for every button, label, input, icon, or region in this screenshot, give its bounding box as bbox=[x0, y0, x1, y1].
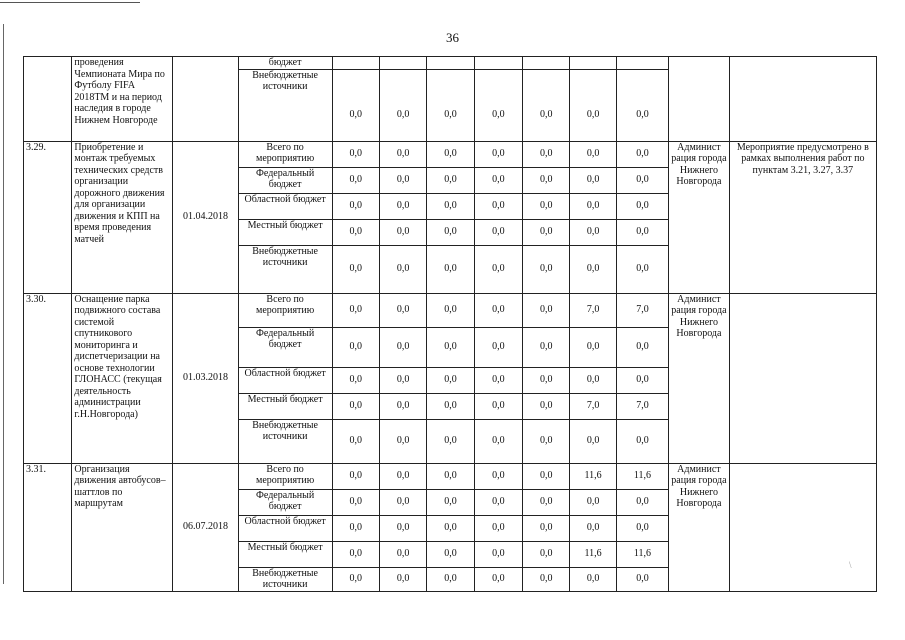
date-cell: 06.07.2018 bbox=[173, 463, 239, 591]
page-number: 36 bbox=[446, 30, 459, 45]
amount-cell: 0,0 bbox=[379, 193, 426, 219]
amount-cell: 0,0 bbox=[379, 69, 426, 141]
amount-cell: 0,0 bbox=[379, 419, 426, 463]
amount-cell: 0,0 bbox=[474, 293, 522, 327]
amount-cell: 0,0 bbox=[570, 245, 616, 293]
amount-cell: 0,0 bbox=[523, 141, 570, 167]
amount-cell: 11,6 bbox=[570, 541, 616, 567]
executor-cell bbox=[669, 57, 729, 142]
amount-cell: 0,0 bbox=[474, 567, 522, 591]
amount-cell: 0,0 bbox=[523, 167, 570, 193]
amount-cell: 0,0 bbox=[523, 219, 570, 245]
amount-cell: 0,0 bbox=[427, 193, 474, 219]
amount-cell: 11,6 bbox=[616, 463, 668, 489]
amount-cell: 11,6 bbox=[616, 541, 668, 567]
amount-cell: 0,0 bbox=[523, 293, 570, 327]
note-cell bbox=[729, 463, 876, 591]
amount-cell: 0,0 bbox=[616, 219, 668, 245]
amount-cell: 0,0 bbox=[523, 489, 570, 515]
funding-source-cell: Внебюджетные источники bbox=[238, 419, 332, 463]
note-cell bbox=[729, 57, 876, 142]
amount-cell: 0,0 bbox=[570, 141, 616, 167]
funding-source-cell: Областной бюджет bbox=[238, 515, 332, 541]
amount-cell: 0,0 bbox=[616, 69, 668, 141]
amount-cell bbox=[379, 57, 426, 70]
amount-cell: 0,0 bbox=[379, 541, 426, 567]
amount-cell: 0,0 bbox=[427, 541, 474, 567]
amount-cell: 0,0 bbox=[332, 489, 379, 515]
amount-cell: 0,0 bbox=[379, 567, 426, 591]
amount-cell: 0,0 bbox=[332, 69, 379, 141]
amount-cell: 0,0 bbox=[570, 367, 616, 393]
amount-cell: 0,0 bbox=[616, 167, 668, 193]
note-cell bbox=[729, 293, 876, 463]
top-rule bbox=[0, 2, 140, 3]
amount-cell: 0,0 bbox=[379, 515, 426, 541]
amount-cell: 0,0 bbox=[427, 293, 474, 327]
amount-cell: 0,0 bbox=[332, 141, 379, 167]
amount-cell: 0,0 bbox=[427, 463, 474, 489]
funding-source-cell: Федеральный бюджет bbox=[238, 489, 332, 515]
funding-source-cell: Всего по мероприятию bbox=[238, 463, 332, 489]
row-number-cell: 3.30. bbox=[24, 293, 72, 463]
amount-cell: 0,0 bbox=[523, 419, 570, 463]
item-name-cell: проведения Чемпионата Мира по Футболу FIFA 2018ТМ и на период наследия в городе Нижнем Новгороде bbox=[72, 57, 173, 142]
amount-cell: 0,0 bbox=[379, 489, 426, 515]
amount-cell: 0,0 bbox=[616, 515, 668, 541]
amount-cell: 0,0 bbox=[427, 219, 474, 245]
amount-cell: 0,0 bbox=[523, 327, 570, 367]
amount-cell: 0,0 bbox=[474, 327, 522, 367]
amount-cell: 0,0 bbox=[427, 419, 474, 463]
executor-cell: Админист рация города Нижнего Новгорода bbox=[669, 463, 729, 591]
amount-cell: 0,0 bbox=[570, 567, 616, 591]
amount-cell: 0,0 bbox=[332, 567, 379, 591]
amount-cell: 0,0 bbox=[427, 393, 474, 419]
amount-cell: 0,0 bbox=[570, 167, 616, 193]
funding-source-cell: Местный бюджет bbox=[238, 541, 332, 567]
amount-cell: 0,0 bbox=[474, 367, 522, 393]
table-row bbox=[24, 141, 877, 167]
amount-cell: 0,0 bbox=[523, 463, 570, 489]
amount-cell bbox=[523, 57, 570, 70]
amount-cell: 0,0 bbox=[332, 219, 379, 245]
amount-cell: 0,0 bbox=[379, 393, 426, 419]
funding-source-cell: Всего по мероприятию bbox=[238, 141, 332, 167]
amount-cell: 0,0 bbox=[427, 515, 474, 541]
amount-cell: 0,0 bbox=[474, 515, 522, 541]
amount-cell: 0,0 bbox=[474, 541, 522, 567]
item-name-cell: Оснащение парка подвижного состава системой спутникового мониторинга и диспетчеризации на основе технологии ГЛОНАСС (текущая деятельность администрации г.Н.Новгорода) bbox=[72, 293, 173, 463]
amount-cell: 0,0 bbox=[332, 293, 379, 327]
amount-cell: 0,0 bbox=[570, 327, 616, 367]
amount-cell: 0,0 bbox=[570, 515, 616, 541]
amount-cell: 0,0 bbox=[379, 367, 426, 393]
amount-cell: 7,0 bbox=[616, 293, 668, 327]
amount-cell: 7,0 bbox=[570, 293, 616, 327]
funding-source-cell: Областной бюджет bbox=[238, 193, 332, 219]
date-cell: 01.04.2018 bbox=[173, 141, 239, 293]
item-name-cell: Приобретение и монтаж требуемых технических средств организации дорожного движения для организации движения и КПП на время проведения матчей bbox=[72, 141, 173, 293]
amount-cell: 0,0 bbox=[379, 167, 426, 193]
amount-cell: 7,0 bbox=[616, 393, 668, 419]
amount-cell: 0,0 bbox=[332, 463, 379, 489]
amount-cell: 0,0 bbox=[379, 245, 426, 293]
amount-cell: 0,0 bbox=[379, 293, 426, 327]
amount-cell: 0,0 bbox=[616, 419, 668, 463]
amount-cell: 0,0 bbox=[523, 515, 570, 541]
row-number-cell: 3.29. bbox=[24, 141, 72, 293]
amount-cell: 0,0 bbox=[616, 245, 668, 293]
amount-cell: 0,0 bbox=[332, 541, 379, 567]
amount-cell bbox=[332, 57, 379, 70]
left-margin-line bbox=[3, 24, 4, 584]
amount-cell bbox=[616, 57, 668, 70]
funding-source-cell: Внебюджетные источники bbox=[238, 245, 332, 293]
amount-cell: 0,0 bbox=[616, 567, 668, 591]
amount-cell: 0,0 bbox=[523, 245, 570, 293]
amount-cell bbox=[427, 57, 474, 70]
amount-cell: 0,0 bbox=[474, 419, 522, 463]
item-name-cell: Организация движения автобусов–шаттлов по маршрутам bbox=[72, 463, 173, 591]
amount-cell: 0,0 bbox=[427, 327, 474, 367]
amount-cell: 0,0 bbox=[523, 193, 570, 219]
amount-cell: 0,0 bbox=[427, 245, 474, 293]
amount-cell: 0,0 bbox=[474, 489, 522, 515]
amount-cell: 0,0 bbox=[332, 367, 379, 393]
budget-table bbox=[23, 56, 877, 592]
amount-cell: 0,0 bbox=[332, 167, 379, 193]
funding-source-cell: Местный бюджет bbox=[238, 219, 332, 245]
amount-cell: 0,0 bbox=[474, 245, 522, 293]
amount-cell: 11,6 bbox=[570, 463, 616, 489]
amount-cell: 0,0 bbox=[523, 541, 570, 567]
note-cell: Мероприятие предусмотрено в рамках выполнения работ по пунктам 3.21, 3.27, 3.37 bbox=[729, 141, 876, 293]
row-number-cell bbox=[24, 57, 72, 142]
amount-cell: 0,0 bbox=[427, 167, 474, 193]
row-number-cell: 3.31. bbox=[24, 463, 72, 591]
amount-cell: 0,0 bbox=[332, 327, 379, 367]
amount-cell: 0,0 bbox=[379, 463, 426, 489]
amount-cell: 0,0 bbox=[474, 393, 522, 419]
date-cell: 01.03.2018 bbox=[173, 293, 239, 463]
amount-cell: 0,0 bbox=[523, 393, 570, 419]
amount-cell: 0,0 bbox=[332, 419, 379, 463]
funding-source-cell: бюджет bbox=[238, 57, 332, 70]
amount-cell: 0,0 bbox=[570, 219, 616, 245]
amount-cell: 0,0 bbox=[570, 419, 616, 463]
amount-cell bbox=[570, 57, 616, 70]
amount-cell: 0,0 bbox=[474, 193, 522, 219]
amount-cell: 0,0 bbox=[427, 69, 474, 141]
amount-cell: 0,0 bbox=[474, 463, 522, 489]
amount-cell: 0,0 bbox=[332, 393, 379, 419]
scan-mark: \ bbox=[849, 560, 852, 570]
amount-cell: 0,0 bbox=[616, 327, 668, 367]
funding-source-cell: Федеральный бюджет bbox=[238, 327, 332, 367]
amount-cell: 0,0 bbox=[332, 245, 379, 293]
amount-cell: 7,0 bbox=[570, 393, 616, 419]
amount-cell: 0,0 bbox=[570, 69, 616, 141]
amount-cell: 0,0 bbox=[427, 367, 474, 393]
amount-cell: 0,0 bbox=[616, 141, 668, 167]
funding-source-cell: Местный бюджет bbox=[238, 393, 332, 419]
amount-cell: 0,0 bbox=[379, 327, 426, 367]
amount-cell: 0,0 bbox=[616, 367, 668, 393]
amount-cell: 0,0 bbox=[474, 167, 522, 193]
table-row bbox=[24, 57, 877, 70]
table-row bbox=[24, 463, 877, 489]
amount-cell: 0,0 bbox=[523, 567, 570, 591]
funding-source-cell: Всего по мероприятию bbox=[238, 293, 332, 327]
amount-cell: 0,0 bbox=[379, 141, 426, 167]
amount-cell: 0,0 bbox=[570, 193, 616, 219]
amount-cell: 0,0 bbox=[332, 515, 379, 541]
amount-cell: 0,0 bbox=[616, 193, 668, 219]
amount-cell bbox=[474, 57, 522, 70]
table-row bbox=[24, 293, 877, 327]
executor-cell: Админист рация города Нижнего Новгорода bbox=[669, 293, 729, 463]
amount-cell: 0,0 bbox=[523, 69, 570, 141]
amount-cell: 0,0 bbox=[427, 141, 474, 167]
amount-cell: 0,0 bbox=[379, 219, 426, 245]
funding-source-cell: Внебюджетные источники bbox=[238, 69, 332, 141]
amount-cell: 0,0 bbox=[523, 367, 570, 393]
amount-cell: 0,0 bbox=[570, 489, 616, 515]
amount-cell: 0,0 bbox=[474, 219, 522, 245]
funding-source-cell: Внебюджетные источники bbox=[238, 567, 332, 591]
funding-source-cell: Федеральный бюджет bbox=[238, 167, 332, 193]
amount-cell: 0,0 bbox=[332, 193, 379, 219]
amount-cell: 0,0 bbox=[474, 141, 522, 167]
amount-cell: 0,0 bbox=[474, 69, 522, 141]
executor-cell: Админист рация города Нижнего Новгорода bbox=[669, 141, 729, 293]
funding-source-cell: Областной бюджет bbox=[238, 367, 332, 393]
amount-cell: 0,0 bbox=[427, 567, 474, 591]
date-cell bbox=[173, 57, 239, 142]
amount-cell: 0,0 bbox=[616, 489, 668, 515]
amount-cell: 0,0 bbox=[427, 489, 474, 515]
